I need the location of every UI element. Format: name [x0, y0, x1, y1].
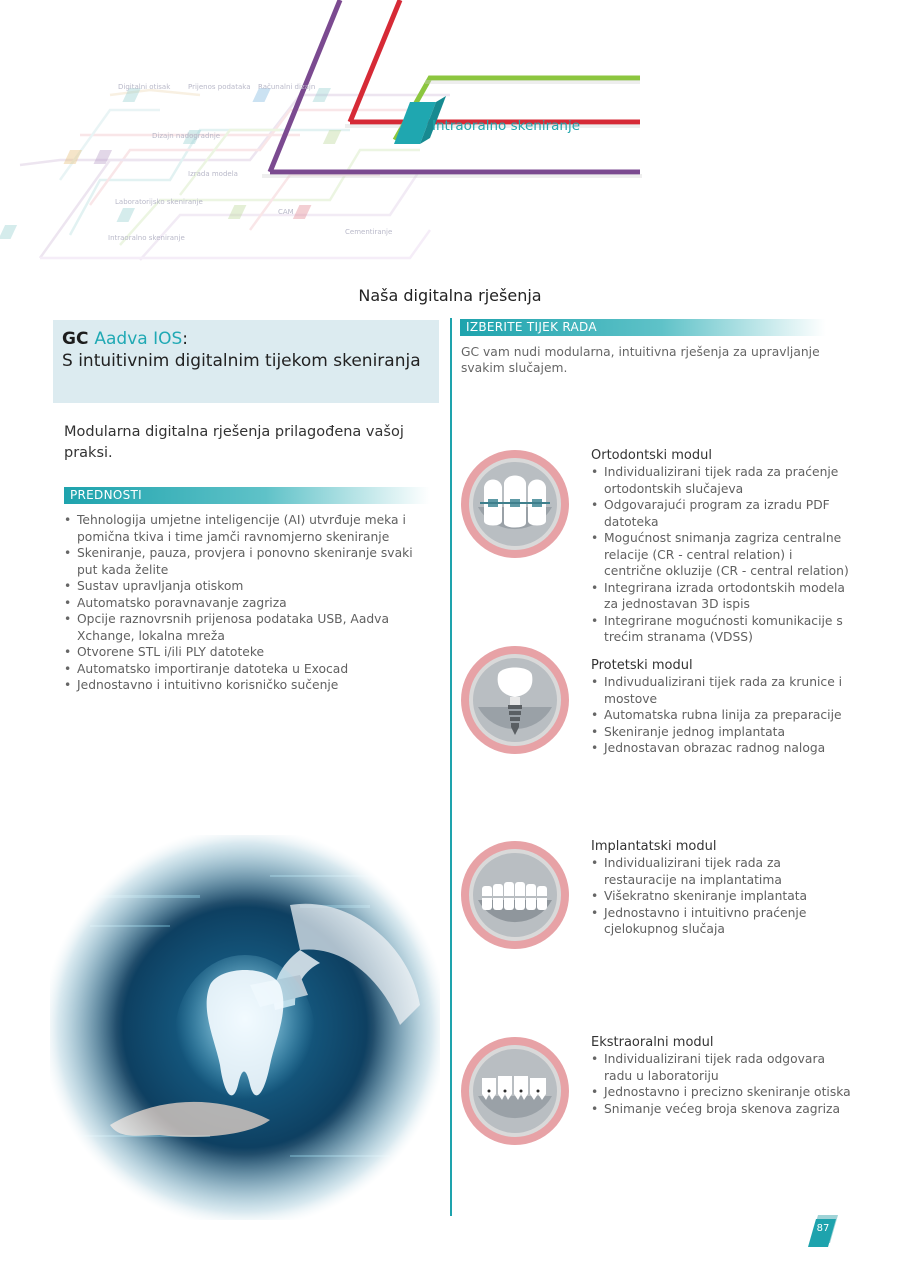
braces-icon	[460, 449, 570, 559]
teeth-model-icon	[460, 1036, 570, 1146]
product-brand: GC	[62, 329, 89, 349]
list-item: • Mogućnost snimanja zagriza centralne relacije (CR - central relation) i centrične okluzije (CR - central relation)	[591, 530, 851, 580]
page-number-badge	[808, 1215, 838, 1247]
workflow-faint-label: Izrada modela	[188, 170, 238, 178]
workflow-faint-label: Računalni dizajn	[258, 83, 316, 91]
workflow-faint-label: Intraoralno skeniranje	[108, 234, 185, 242]
list-item: • Jednostavno i intuitivno praćenje cjelokupnog slučaja	[591, 905, 851, 938]
list-item: • Snimanje većeg broja skenova zagriza	[591, 1101, 851, 1118]
list-item: • Individualizirani tijek rada za praćenje ortodontskih slučajeva	[591, 464, 851, 497]
module-items	[591, 1051, 851, 1117]
implant-crown-icon	[460, 645, 570, 755]
list-item: • Jednostavan obrazac radnog naloga	[591, 740, 851, 757]
list-item: • Odgovarajući program za izradu PDF datoteka	[591, 497, 851, 530]
workflow-diagram	[0, 0, 660, 280]
page-number: 87	[816, 1223, 830, 1234]
list-item: • Skeniranje jednog implantata	[591, 724, 851, 741]
module-items	[591, 855, 851, 938]
product-name: Aadva IOS	[94, 329, 183, 349]
module-prosthetic	[591, 657, 851, 757]
benefits-list	[64, 512, 419, 694]
product-box	[53, 320, 439, 403]
robot-hand-tooth-photo	[50, 835, 440, 1220]
module-title: Ortodontski modul	[591, 448, 712, 463]
list-item: • Tehnologija umjetne inteligencije (AI) utvrđuje meka i pomična tkiva i time jamči ravnomjerno skeniranje	[64, 512, 419, 545]
list-item: • Opcije raznovrsnih prijenosa podataka USB, Aadva Xchange, lokalna mreža	[64, 611, 419, 644]
teeth-row-icon	[460, 840, 570, 950]
list-item: • Integrirana izrada ortodontskih modela za jednostavan 3D ispis	[591, 580, 851, 613]
list-item: • Otvorene STL i/ili PLY datoteke	[64, 644, 419, 661]
module-title: Ekstraoralni modul	[591, 1035, 714, 1050]
workflow-faint-label: Digitalni otisak	[118, 83, 171, 91]
list-item: • Integrirane mogućnosti komunikacije s trećim stranama (VDSS)	[591, 613, 851, 646]
workflow-choice-header: IZBERITE TIJEK RADA	[460, 319, 826, 336]
list-item: • Automatska rubna linija za preparacije	[591, 707, 851, 724]
list-item: • Automatsko poravnavanje zagriza	[64, 595, 419, 612]
product-name-line	[62, 329, 188, 349]
list-item: • Jednostavno i precizno skeniranje otiska	[591, 1084, 851, 1101]
module-orthodontic	[591, 447, 851, 646]
module-items	[591, 674, 851, 757]
workflow-faint-label: Laboratorijsko skeniranje	[115, 198, 203, 206]
module-title: Implantatski modul	[591, 839, 717, 854]
workflow-choice-text: GC vam nudi modularna, intuitivna rješenja za upravljanje svakim slučajem.	[461, 345, 820, 375]
module-extraoral	[591, 1034, 851, 1117]
column-divider	[450, 318, 452, 1216]
workflow-highlight-label: Intraoralno skeniranje	[432, 118, 581, 134]
section-title: Naša digitalna rješenja	[358, 286, 542, 305]
module-items	[591, 464, 851, 646]
list-item: • Individualizirani tijek rada za restauracije na implantatima	[591, 855, 851, 888]
module-title: Protetski modul	[591, 658, 693, 673]
product-colon: :	[182, 329, 188, 349]
list-item: • Automatsko importiranje datoteka u Exocad	[64, 661, 419, 678]
module-implant	[591, 838, 851, 938]
list-item: • Jednostavno i intuitivno korisničko sučenje	[64, 677, 419, 694]
benefits-header: PREDNOSTI	[64, 487, 430, 504]
list-item: • Individualizirani tijek rada odgovara radu u laboratoriju	[591, 1051, 851, 1084]
workflow-faint-label: Dizajn nadogradnje	[152, 132, 221, 140]
product-subtitle: S intuitivnim digitalnim tijekom skeniranja	[62, 351, 421, 371]
workflow-faint-label: CAM	[278, 208, 294, 216]
list-item: • Skeniranje, pauza, provjera i ponovno skeniranje svaki put kada želite	[64, 545, 419, 578]
list-item: • Sustav upravljanja otiskom	[64, 578, 419, 595]
workflow-faint-label: Cementiranje	[345, 228, 393, 236]
intro-text: Modularna digitalna rješenja prilagođena vašoj praksi.	[64, 424, 404, 461]
list-item: • Višekratno skeniranje implantata	[591, 888, 851, 905]
list-item: • Indivudualizirani tijek rada za krunice i mostove	[591, 674, 851, 707]
workflow-faint-label: Prijenos podataka	[188, 83, 251, 91]
